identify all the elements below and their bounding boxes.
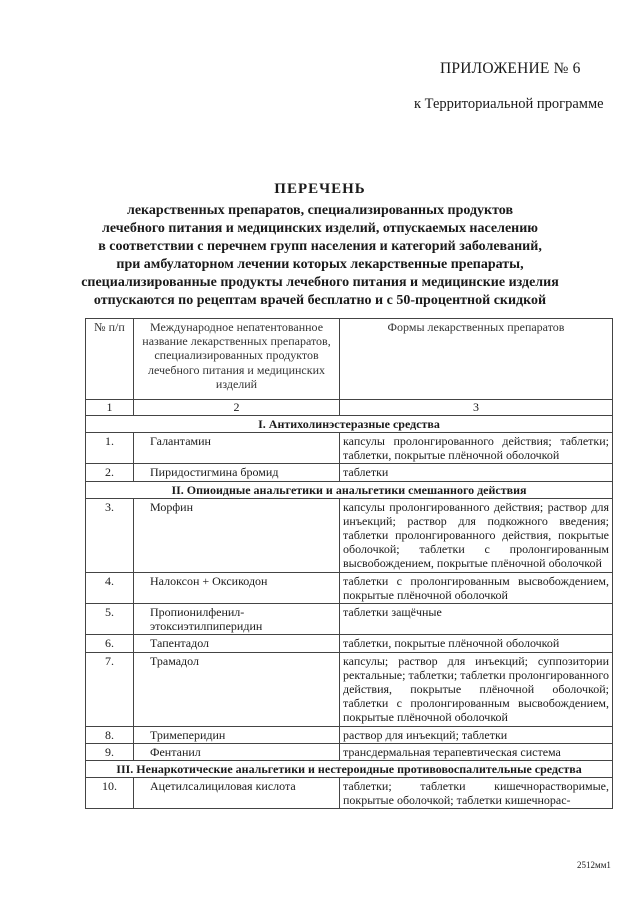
heading-line: в соответствии с перечнем групп населения и категорий заболеваний, bbox=[98, 239, 542, 254]
header-forms: Формы лекарственных препаратов bbox=[340, 319, 613, 400]
row-number: 5. bbox=[86, 604, 134, 635]
row-number: 1. bbox=[86, 433, 134, 464]
drug-forms: капсулы пролонгированного действия; таблетки; таблетки, покрытые плёночной оболочкой bbox=[340, 433, 613, 464]
row-number: 6. bbox=[86, 635, 134, 652]
drug-forms: таблетки, покрытые плёночной оболочкой bbox=[340, 635, 613, 652]
drug-forms: трансдермальная терапевтическая система bbox=[340, 743, 613, 760]
drug-name: Тримеперидин bbox=[134, 726, 340, 743]
row-number: 7. bbox=[86, 652, 134, 726]
table-row bbox=[86, 635, 613, 652]
header-num: № п/п bbox=[86, 319, 134, 400]
heading-line: отпускаются по рецептам врачей бесплатно и с 50-процентной скидкой bbox=[93, 293, 547, 308]
table-row bbox=[86, 464, 613, 481]
heading-line: лекарственных препаратов, специализированных продуктов bbox=[126, 203, 514, 218]
row-number: 10. bbox=[86, 778, 134, 809]
header-name: Международное непатентованное название лекарственных препаратов, специализированных продуктов лечебного питания и медицинских изделий bbox=[134, 319, 340, 400]
section-row bbox=[86, 481, 613, 498]
table-row bbox=[86, 778, 613, 809]
footer-code: 2512мм1 bbox=[577, 860, 611, 870]
annex-subtitle: к Территориальной программе bbox=[414, 96, 604, 112]
row-number: 8. bbox=[86, 726, 134, 743]
drug-forms: таблетки с пролонгированным высвобождением, покрытые плёночной оболочкой bbox=[340, 572, 613, 603]
table-row bbox=[86, 604, 613, 635]
drug-forms: капсулы пролонгированного действия; раствор для инъекций; раствор для подкожного введения; таблетки пролонгированного действия, покрытые оболочкой; таблетки с пролонгированным высвобождением, покрытые плёночной оболочкой bbox=[340, 498, 613, 572]
section-row bbox=[86, 416, 613, 433]
section-title: III. Ненаркотические анальгетики и нестероидные противовоспалительные средства bbox=[86, 761, 613, 778]
drug-name: Налоксон + Оксикодон bbox=[134, 572, 340, 603]
drug-forms: таблетки защёчные bbox=[340, 604, 613, 635]
heading-main: ПЕРЕЧЕНЬ bbox=[274, 181, 366, 197]
heading-line: лечебного питания и медицинских изделий, отпускаемых населению bbox=[102, 221, 538, 236]
drug-name: Пиридостигмина бромид bbox=[134, 464, 340, 481]
column-number: 3 bbox=[340, 400, 613, 416]
medicines-table bbox=[85, 318, 613, 809]
drug-name: Фентанил bbox=[134, 743, 340, 760]
table-header-row bbox=[86, 319, 613, 400]
drug-forms: раствор для инъекций; таблетки bbox=[340, 726, 613, 743]
drug-name: Тапентадол bbox=[134, 635, 340, 652]
drug-name: Трамадол bbox=[134, 652, 340, 726]
drug-forms: таблетки; таблетки кишечнорастворимые, покрытые оболочкой; таблетки кишечнорас- bbox=[340, 778, 613, 809]
row-number: 3. bbox=[86, 498, 134, 572]
table-row bbox=[86, 433, 613, 464]
column-numbers-row bbox=[86, 400, 613, 416]
document-heading bbox=[70, 181, 570, 310]
section-row bbox=[86, 761, 613, 778]
table-row bbox=[86, 743, 613, 760]
table-row bbox=[86, 498, 613, 572]
heading-line: при амбулаторном лечении которых лекарственные препараты, bbox=[116, 257, 524, 272]
drug-name: Ацетилсалициловая кислота bbox=[134, 778, 340, 809]
table-row bbox=[86, 726, 613, 743]
row-number: 2. bbox=[86, 464, 134, 481]
table-row bbox=[86, 652, 613, 726]
row-number: 4. bbox=[86, 572, 134, 603]
drug-forms: капсулы; раствор для инъекций; суппозитории ректальные; таблетки; таблетки пролонгированного действия, покрытые плёночной оболочкой; таблетки с пролонгированным высвобождением, покрытые плёночной оболочкой bbox=[340, 652, 613, 726]
section-title: I. Антихолинэстеразные средства bbox=[86, 416, 613, 433]
heading-line: специализированные продукты лечебного питания и медицинские изделия bbox=[81, 275, 559, 290]
drug-forms: таблетки bbox=[340, 464, 613, 481]
drug-name: Галантамин bbox=[134, 433, 340, 464]
drug-name: Морфин bbox=[134, 498, 340, 572]
annex-title: ПРИЛОЖЕНИЕ № 6 bbox=[440, 60, 581, 77]
section-title: II. Опиоидные анальгетики и анальгетики смешанного действия bbox=[86, 481, 613, 498]
column-number: 2 bbox=[134, 400, 340, 416]
table-row bbox=[86, 572, 613, 603]
row-number: 9. bbox=[86, 743, 134, 760]
column-number: 1 bbox=[86, 400, 134, 416]
drug-name: Пропионилфенил-этоксиэтилпиперидин bbox=[134, 604, 340, 635]
